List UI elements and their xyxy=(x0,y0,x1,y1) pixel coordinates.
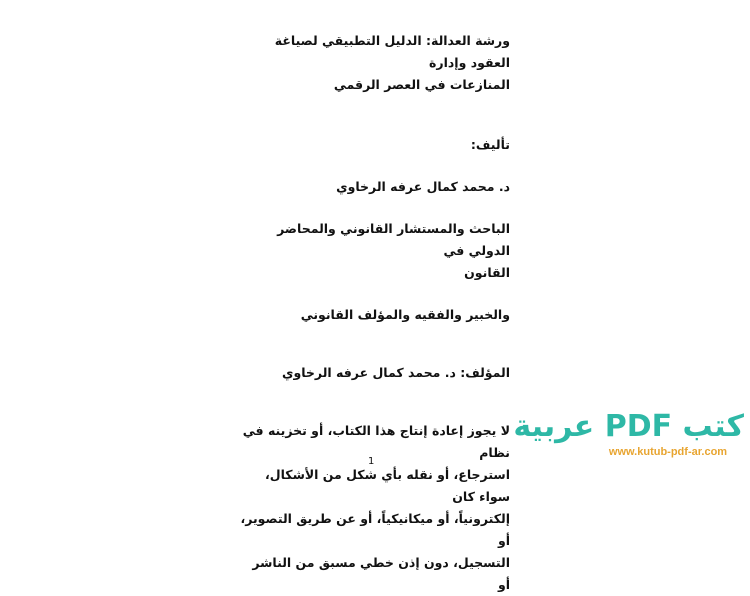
copyright-notice-line-3: إلكترونياً، أو ميكانيكياً، أو عن طريق التصوير، أو xyxy=(240,511,510,548)
authorship-label: تأليف: xyxy=(470,137,510,152)
author-description-1-line-2: القانون xyxy=(464,265,510,280)
watermark-url: www.kutub-pdf-ar.com xyxy=(608,446,728,458)
author-description-1-line-1: الباحث والمستشار القانوني والمحاضر الدولي في xyxy=(277,221,510,258)
watermark xyxy=(513,409,744,458)
book-title-line-1: ورشة العدالة: الدليل التطبيقي لصياغة العقود وإدارة xyxy=(274,33,510,70)
document-page xyxy=(240,30,510,596)
author-credit-line: المؤلف: د. محمد كمال عرفه الرخاوي xyxy=(282,365,510,380)
book-title xyxy=(240,30,510,96)
watermark-logo: كتب PDF عربية xyxy=(513,409,744,444)
copyright-notice-line-1: لا يجوز إعادة إنتاج هذا الكتاب، أو تخزينه في نظام xyxy=(242,423,510,460)
author-name: د. محمد كمال عرفه الرخاوي xyxy=(336,179,510,194)
copyright-notice-line-2: استرجاع، أو نقله بأي شكل من الأشكال، سواء كان xyxy=(265,467,510,504)
book-title-line-2: المنازعات في العصر الرقمي xyxy=(333,77,510,92)
copyright-notice-line-4: التسجيل، دون إذن خطي مسبق من الناشر أو xyxy=(252,555,510,592)
copyright-notice xyxy=(240,420,510,596)
page-number: 1 xyxy=(368,456,375,467)
author-description-2: والخبير والفقيه والمؤلف القانوني xyxy=(300,307,510,322)
author-description-1 xyxy=(240,218,510,284)
